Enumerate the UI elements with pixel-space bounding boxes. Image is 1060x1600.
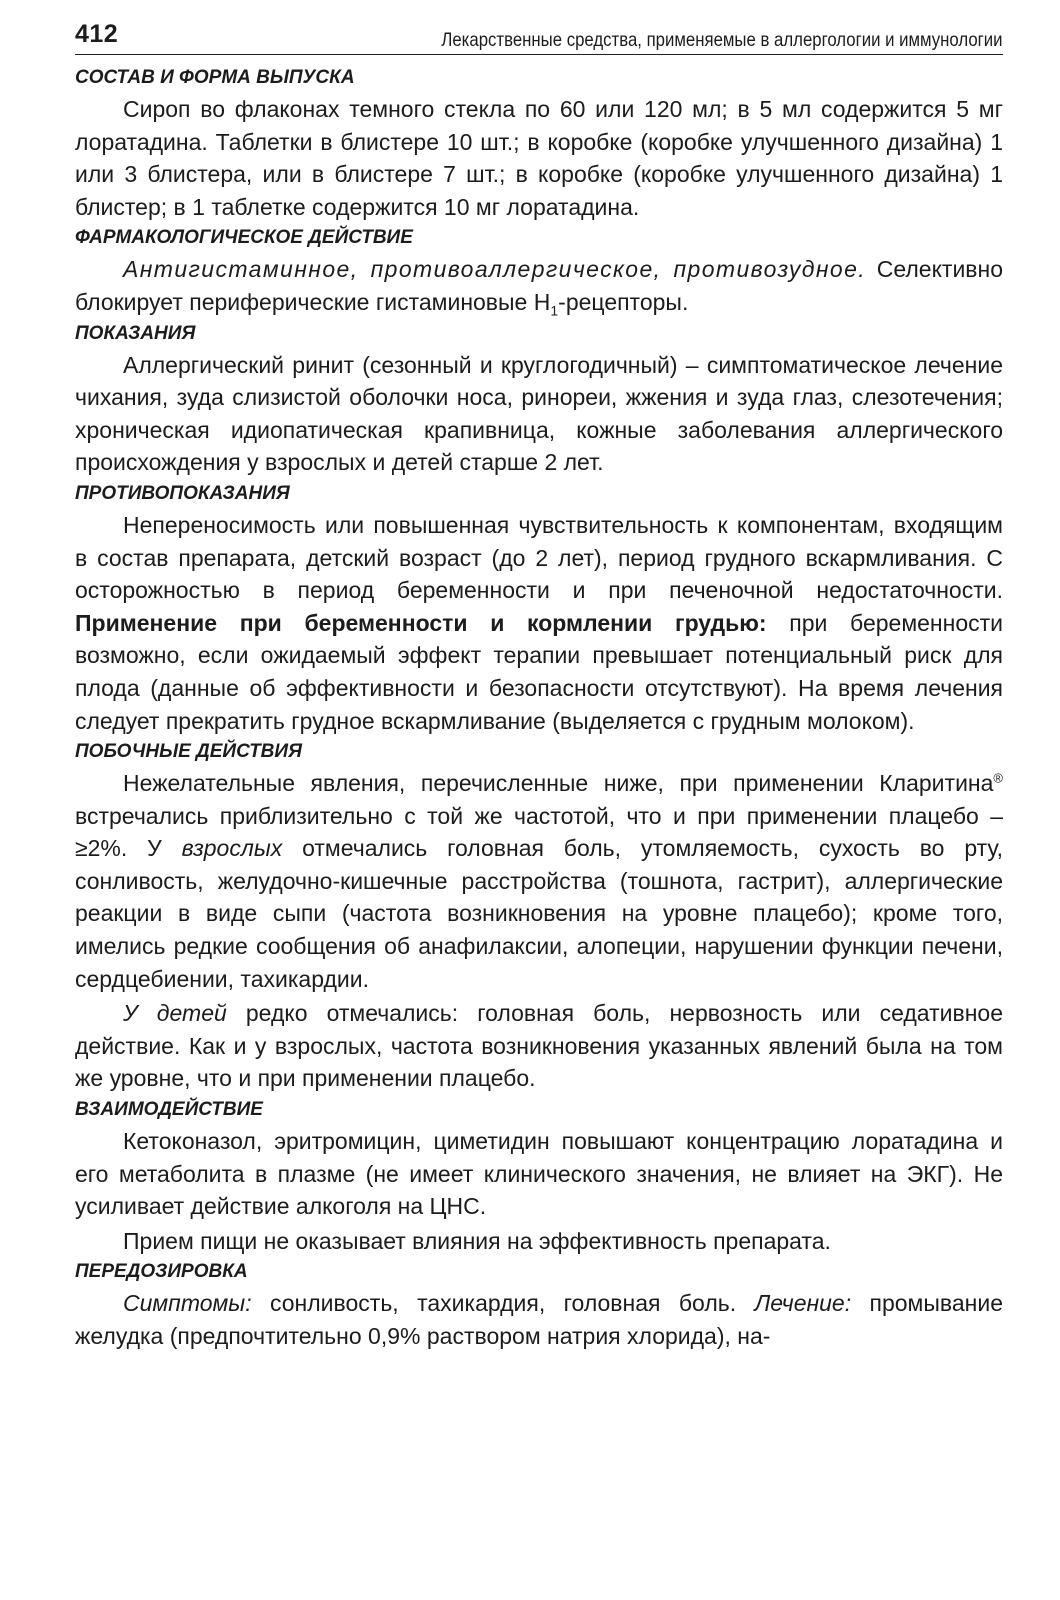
indications-paragraph: Аллергический ринит (сезонный и круглогодичный) – симптоматическое лечение чихания, зуда слизистой оболочки носа, ринореи, жжения и зуда глаз, слезотечения; хроническая идиопатическая крапивница, кожные заболевания аллергического происхождения у взрослых и детей старше 2 лет. xyxy=(75,351,1003,476)
contraindications-paragraph xyxy=(75,509,1003,737)
side-effects-text-a: Нежелательные явления, перечисленные ниже, при применении Кларитина xyxy=(123,770,994,797)
pharmacology-paragraph xyxy=(75,253,1003,318)
pharmacology-text-end: -рецепторы. xyxy=(558,288,689,315)
section-heading-side-effects: ПОБОЧНЫЕ ДЕЙСТВИЯ xyxy=(75,741,302,763)
food-interaction-paragraph: Прием пищи не оказывает влияния на эффективность препарата. xyxy=(123,1227,831,1254)
interactions-paragraph: Кетоконазол, эритромицин, циметидин повышают концентрацию лоратадина и его метаболита в плазме (не имеет клинического значения, не влияет на ЭКГ). Не усиливает действие алкоголя на ЦНС. xyxy=(75,1128,1003,1220)
symptoms-text: сонливость, тахикардия, головная боль. xyxy=(251,1290,755,1317)
side-effects-text-c: отмечались головная боль, утомляемость, сухость во рту, сонливость, желудочно-кишечные расстройства (тошнота, гастрит), аллергические реакции в виде сыпи (частота возникновения на уровне плацебо); кроме того, имелись редкие сообщения об анафилаксии, алопеции, нарушении функции печени, сердцебиении, тахикардии. xyxy=(75,835,1003,992)
side-effects-paragraph xyxy=(75,767,1003,995)
book-page xyxy=(75,18,1003,1353)
registered-mark: ® xyxy=(993,770,1003,786)
pharmacology-actions: Антигистаминное, противоаллергическое, противозудное. xyxy=(123,256,867,283)
side-effects-children-paragraph xyxy=(75,997,1003,1095)
contraindications-text: Непереносимость или повышенная чувствительность к компонентам, входящим в состав препарата, детский возраст (до 2 лет), период грудного вскармливания. С осторожностью в период беременности и при печеночной недостаточности. xyxy=(75,511,1003,604)
children-text: редко отмечались: головная боль, нервозность или седативное действие. Как и у взрослых, частота возникновения указанных явлений была на том же уровне, что и при применении плацебо. xyxy=(75,1000,1003,1092)
running-title: Лекарственные средства, применяемые в аллергологии и иммунологии xyxy=(441,29,1003,51)
treatment-text: промывание желудка (предпочтительно 0,9% раствором натрия хлорида), на- xyxy=(75,1290,1003,1349)
pharmacology-text: Селективно блокирует периферические гистаминовые Н xyxy=(75,256,1003,315)
side-effects-text-b: встречались приблизительно с той же частотой, что и при применении плацебо – ≥2%. У xyxy=(75,802,1003,862)
children-emphasis: У детей xyxy=(123,1000,227,1027)
overdose-paragraph xyxy=(75,1287,1003,1352)
page-number: 412 xyxy=(75,20,119,48)
h1-subscript: 1 xyxy=(550,302,559,319)
composition-paragraph: Сироп во флаконах темного стекла по 60 или 120 мл; в 5 мл содержится 5 мг лоратадина. Таблетки в блистере 10 шт.; в коробке (коробке улучшенного дизайна) 1 или 3 блистера, или в блистере 7 шт.; в коробке (коробке улучшенного дизайна) 1 блистер; в 1 таблетке содержится 10 мг лоратадина. xyxy=(75,96,1003,220)
section-heading-pharmacology: ФАРМАКОЛОГИЧЕСКОЕ ДЕЙСТВИЕ xyxy=(75,227,413,249)
adults-emphasis: взрослых xyxy=(181,835,283,862)
treatment-label: Лечение: xyxy=(754,1290,852,1317)
symptoms-label: Симптомы: xyxy=(123,1290,252,1317)
pregnancy-text: при беременности возможно, если ожидаемый эффект терапии превышает потенциальный риск для плода (данные об эффективности и безопасности отсутствуют). На время лечения следует прекратить грудное вскармливание (выделяется с грудным молоком). xyxy=(75,609,1003,734)
section-heading-contraindications: ПРОТИВОПОКАЗАНИЯ xyxy=(75,482,290,504)
section-heading-interactions: ВЗАИМОДЕЙСТВИЕ xyxy=(75,1099,263,1121)
section-heading-indications: ПОКАЗАНИЯ xyxy=(75,322,196,344)
section-heading-composition: СОСТАВ И ФОРМА ВЫПУСКА xyxy=(75,67,355,88)
running-header xyxy=(75,18,1003,55)
section-heading-overdose: ПЕРЕДОЗИРОВКА xyxy=(75,1261,248,1283)
pregnancy-subheading: Применение при беременности и кормлении грудью: xyxy=(75,609,767,636)
